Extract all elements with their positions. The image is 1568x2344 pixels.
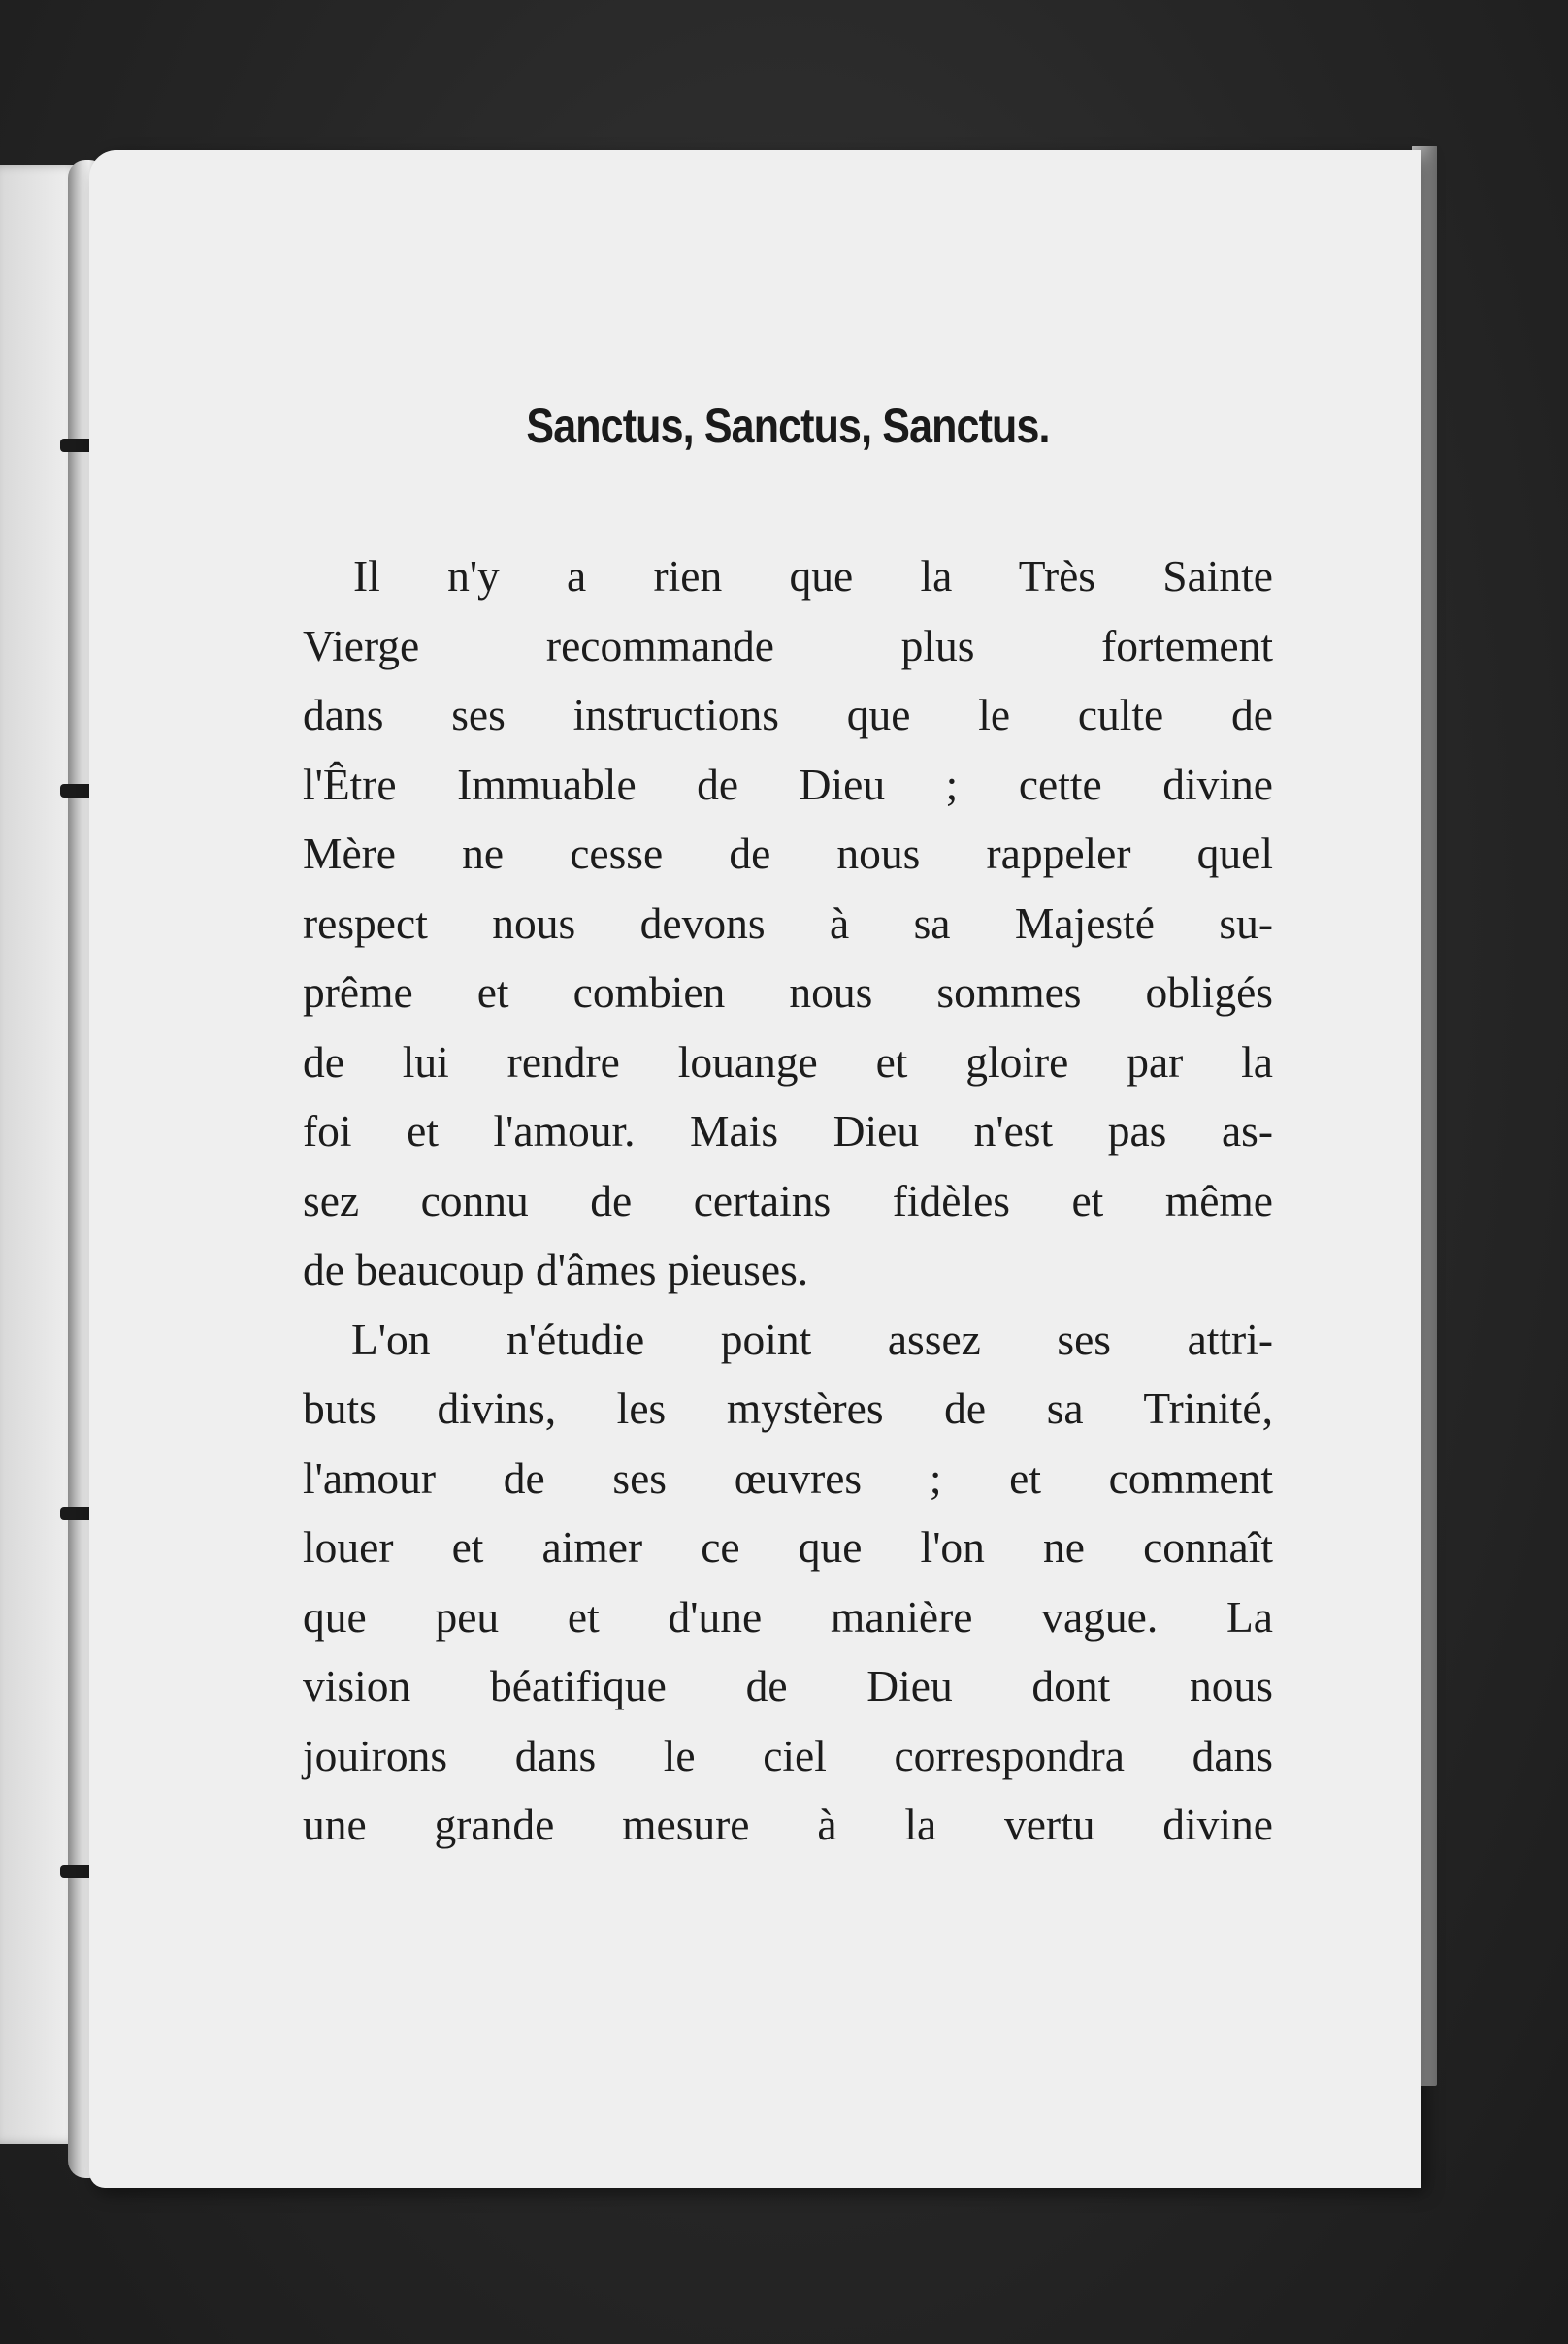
text-line: L'on n'étudie point assez ses attri- [351, 1314, 1273, 1364]
paragraph-1 [303, 541, 1273, 1305]
text-line: Vierge recommande plus fortement [303, 620, 1273, 670]
paragraph-2 [303, 1305, 1273, 1860]
text-line: louer et aimer ce que l'on ne connaît [303, 1522, 1273, 1572]
text-line: l'Être Immuable de Dieu ; cette divine [303, 759, 1273, 809]
text-line: l'amour de ses œuvres ; et comment [303, 1452, 1273, 1503]
text-line: vision béatifique de Dieu dont nous [303, 1661, 1273, 1710]
page-title: Sanctus, Sanctus, Sanctus. [526, 399, 1050, 453]
text-line: Il n'y a rien que la Très Sainte [353, 551, 1273, 601]
text-line: prême et combien nous sommes obligés [303, 967, 1273, 1017]
text-line: buts divins, les mystères de sa Trinité, [303, 1384, 1273, 1433]
text-line: sez connu de certains fidèles et même [303, 1175, 1273, 1225]
book-page [89, 150, 1421, 2188]
text-line: jouirons dans le ciel correspondra dans [303, 1730, 1273, 1780]
text-line: dans ses instructions que le culte de [303, 690, 1273, 739]
text-line: une grande mesure à la vertu divine [303, 1800, 1273, 1849]
text-line: de beaucoup d'âmes pieuses. [303, 1245, 809, 1294]
page-text-block [303, 398, 1273, 1860]
text-line: que peu et d'une manière vague. La [303, 1591, 1273, 1642]
text-line: de lui rendre louange et gloire par la [303, 1036, 1273, 1087]
text-line: foi et l'amour. Mais Dieu n'est pas as- [303, 1106, 1273, 1156]
text-line: Mère ne cesse de nous rappeler quel [303, 829, 1273, 878]
text-line: respect nous devons à sa Majesté su- [303, 897, 1273, 948]
